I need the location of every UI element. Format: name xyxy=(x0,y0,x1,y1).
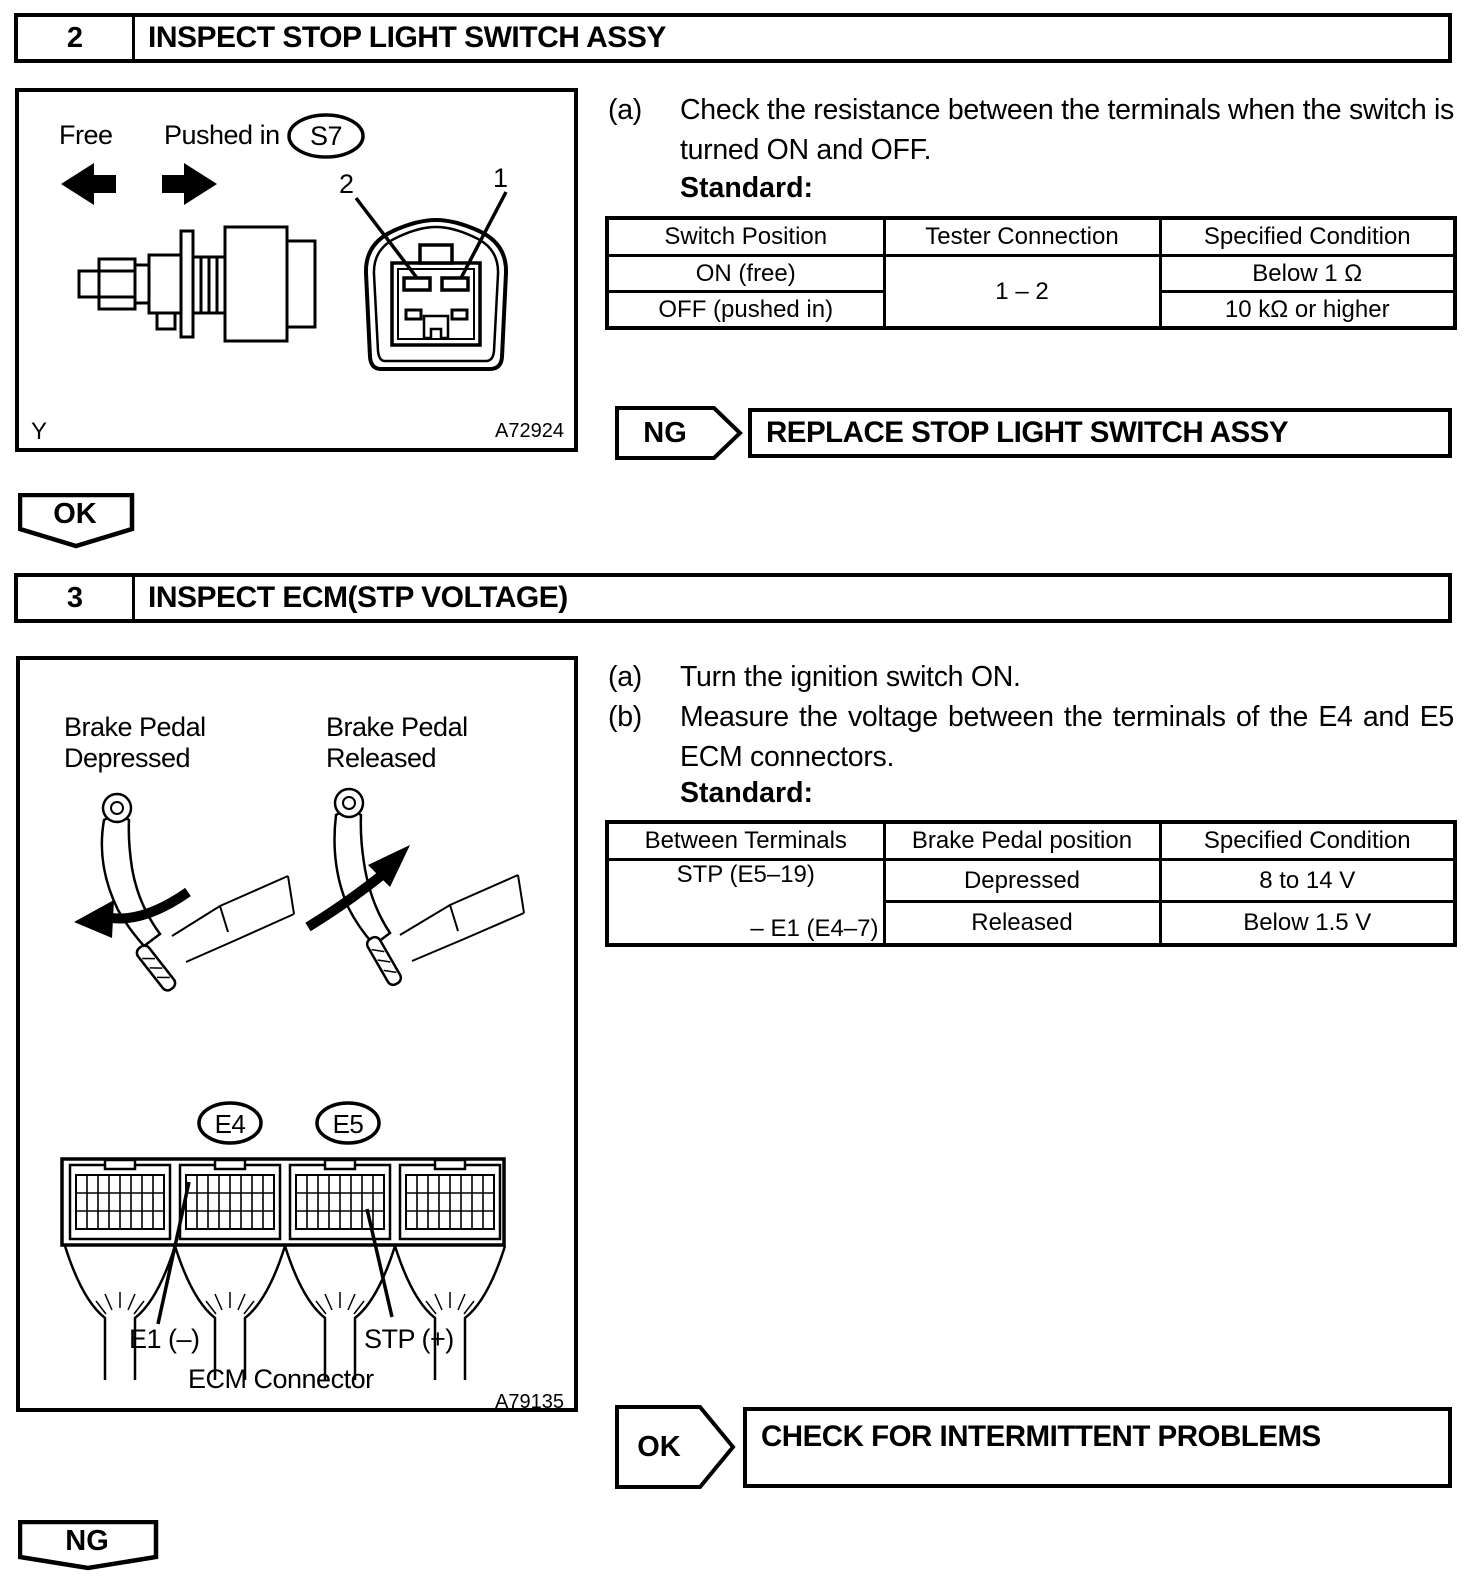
e4-connector-code: E4 xyxy=(214,1109,246,1139)
step-3-title: INSPECT ECM(STP VOLTAGE) xyxy=(148,581,568,614)
table-header-row xyxy=(607,822,1455,860)
step-2-number: 2 xyxy=(18,17,135,59)
depress-arrow-icon xyxy=(74,900,114,938)
terminal-line-1: STP (E5–19) xyxy=(676,861,815,888)
step-3-instruction-a xyxy=(608,657,1454,697)
free-direction-arrow-icon xyxy=(61,163,116,205)
pushed-direction-arrow-icon xyxy=(162,163,217,205)
step-3-instruction-b xyxy=(608,697,1454,777)
step-2-title: INSPECT STOP LIGHT SWITCH ASSY xyxy=(148,21,666,54)
cell-pedal-released: Released xyxy=(884,902,1160,945)
ecm-connector-figure xyxy=(16,656,578,1412)
check-intermittent-action: CHECK FOR INTERMITTENT PROBLEMS xyxy=(743,1407,1452,1488)
table-header-row xyxy=(607,218,1455,256)
brake-pedal-released-label: Brake Pedal Released xyxy=(326,712,468,773)
instruction-text: Measure the voltage between the terminals of the E4 and E5 ECM connectors. xyxy=(680,701,1454,773)
cell-condition-released: Below 1.5 V xyxy=(1160,902,1455,945)
step-3-number: 3 xyxy=(18,577,135,619)
stop-light-switch-figure xyxy=(15,88,578,452)
instruction-text: Check the resistance between the terminals when the switch is turned ON and OFF. xyxy=(680,94,1454,166)
cell-between-terminals xyxy=(607,860,884,946)
cell-position-on: ON (free) xyxy=(607,256,884,292)
instruction-marker: (a) xyxy=(608,661,642,693)
cell-condition-on: Below 1 Ω xyxy=(1160,256,1455,292)
cell-condition-depressed: 8 to 14 V xyxy=(1160,860,1455,902)
figure-corner-mark: Y xyxy=(31,418,47,445)
e5-connector-code: E5 xyxy=(332,1109,364,1139)
pedal-released-drawing xyxy=(308,789,524,987)
cell-position-off: OFF (pushed in) xyxy=(607,292,884,329)
switch-resistance-table xyxy=(605,216,1457,330)
ng-result-label: NG xyxy=(643,417,687,449)
stp-voltage-table xyxy=(605,820,1457,947)
ecm-connector-caption: ECM Connector xyxy=(188,1364,374,1394)
col-specified-condition: Specified Condition xyxy=(1160,218,1455,256)
switch-connector-face xyxy=(366,220,506,369)
step-3-standard-label: Standard: xyxy=(680,777,814,809)
connector-code-s7: S7 xyxy=(309,121,343,151)
col-switch-position: Switch Position xyxy=(607,218,884,256)
cell-pedal-depressed: Depressed xyxy=(884,860,1160,902)
step-2-standard-label: Standard: xyxy=(680,172,814,204)
free-label: Free xyxy=(59,120,113,150)
terminal-line-2: – E1 (E4–7) xyxy=(750,915,879,942)
step-2-header xyxy=(14,13,1452,63)
table-row xyxy=(607,256,1455,292)
pin-2-label: 2 xyxy=(339,169,354,199)
instruction-marker: (a) xyxy=(608,94,642,126)
figure-drawing-id: A72924 xyxy=(495,420,564,442)
e1-terminal-label: E1 (–) xyxy=(129,1324,200,1354)
stp-terminal-label: STP (+) xyxy=(364,1324,454,1354)
switch-side-view xyxy=(79,227,315,341)
col-tester-connection: Tester Connection xyxy=(884,218,1160,256)
figure-drawing-id: A79135 xyxy=(495,1391,564,1413)
pedal-depressed-drawing xyxy=(74,794,294,993)
ng-result-label: NG xyxy=(65,1525,109,1557)
brake-pedal-depressed-label: Brake Pedal Depressed xyxy=(64,712,206,773)
cell-condition-off: 10 kΩ or higher xyxy=(1160,292,1455,329)
pushed-in-label: Pushed in xyxy=(164,120,280,150)
cell-tester-connection: 1 – 2 xyxy=(884,256,1160,329)
replace-switch-action: REPLACE STOP LIGHT SWITCH ASSY xyxy=(748,408,1452,458)
col-between-terminals: Between Terminals xyxy=(607,822,884,860)
col-brake-pedal-position: Brake Pedal position xyxy=(884,822,1160,860)
instruction-text: Turn the ignition switch ON. xyxy=(680,661,1021,693)
step-3-header xyxy=(14,573,1452,623)
pin-1-label: 1 xyxy=(493,163,508,193)
ok-result-label: OK xyxy=(53,498,97,530)
col-specified-condition: Specified Condition xyxy=(1160,822,1455,860)
step-2-instruction-a xyxy=(608,90,1454,170)
ok-result-label: OK xyxy=(637,1431,681,1463)
table-row xyxy=(607,860,1455,902)
instruction-marker: (b) xyxy=(608,701,642,733)
